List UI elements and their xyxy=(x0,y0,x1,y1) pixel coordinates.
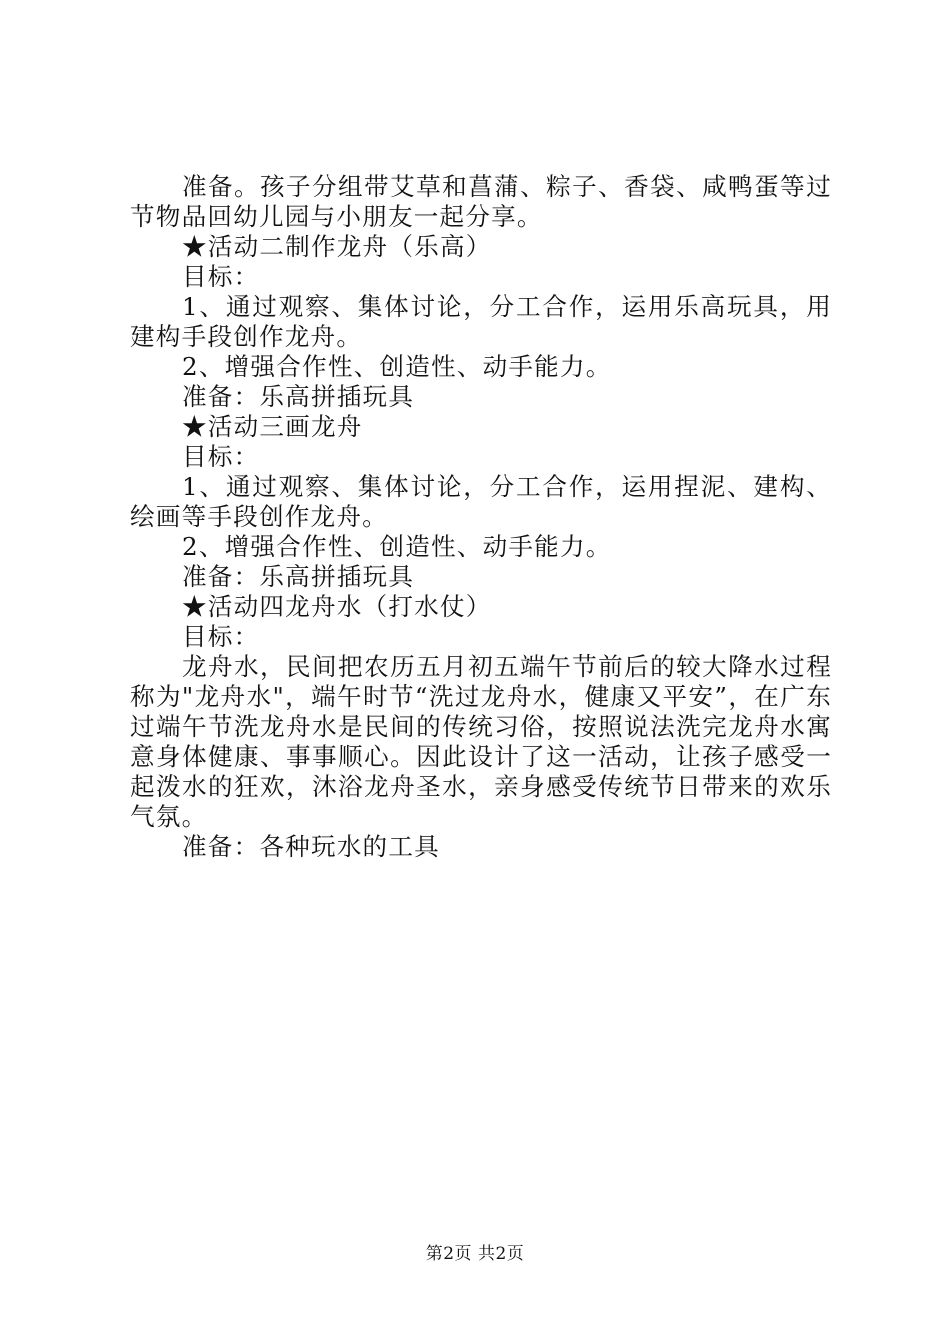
document-body xyxy=(130,172,832,862)
prep-line: 准备：各种玩水的工具 xyxy=(182,832,440,861)
prep-line: 准备：乐高拼插玩具 xyxy=(182,382,415,411)
paragraph-prep-intro: 准备。孩子分组带艾草和菖蒲、粽子、香袋、咸鸭蛋等过节物品回幼儿园与小朋友一起分享。 xyxy=(130,172,832,231)
paragraph-dragon-boat-water: 龙舟水，民间把农历五月初五端午节前后的较大降水过程称为"龙舟水"，端午时节“洗过龙舟水，健康又平安”，在广东过端午节洗龙舟水是民间的传统习俗，按照说法洗完龙舟水寓意身体健康、事事顺心。因此设计了这一活动，让孩子感受一起泼水的狂欢，沐浴龙舟圣水，亲身感受传统节日带来的欢乐气氛。 xyxy=(130,652,832,831)
heading-activity-2: ★活动二制作龙舟（乐高） xyxy=(182,232,492,261)
goal-item-1: 1、通过观察、集体讨论，分工合作，运用乐高玩具，用建构手段创作龙舟。 xyxy=(130,292,832,351)
goal-item-1: 1、通过观察、集体讨论，分工合作，运用捏泥、建构、绘画等手段创作龙舟。 xyxy=(130,472,832,531)
heading-activity-4: ★活动四龙舟水（打水仗） xyxy=(182,592,492,621)
goal-item-2: 2、增强合作性、创造性、动手能力。 xyxy=(182,532,612,561)
goal-label: 目标： xyxy=(182,442,260,471)
page-footer: 第2页 共2页 xyxy=(425,1244,525,1264)
goal-label: 目标： xyxy=(182,262,260,291)
prep-line: 准备：乐高拼插玩具 xyxy=(182,562,415,591)
goal-label: 目标： xyxy=(182,622,260,651)
heading-activity-3: ★活动三画龙舟 xyxy=(182,412,363,441)
goal-item-2: 2、增强合作性、创造性、动手能力。 xyxy=(182,352,612,381)
